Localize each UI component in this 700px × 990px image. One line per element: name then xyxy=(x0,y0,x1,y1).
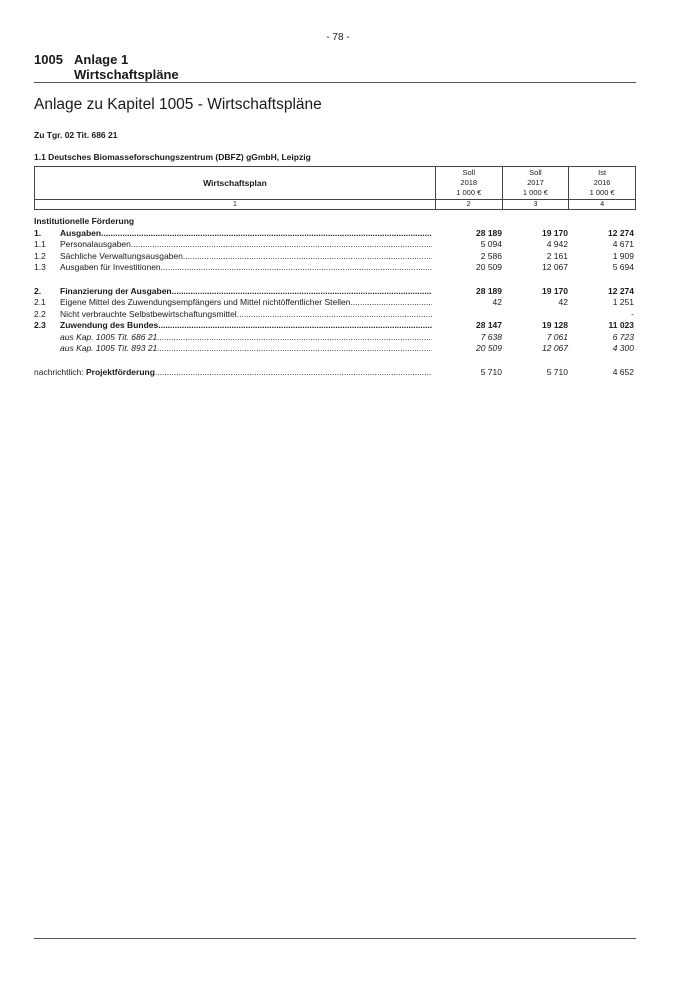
value-2016: - xyxy=(631,308,634,319)
column-index: 3 xyxy=(502,200,569,210)
value-2016: 4 671 xyxy=(612,239,634,249)
value-2018: 2 586 xyxy=(480,250,502,261)
value-2017: 42 xyxy=(558,297,568,307)
value-2018: 5 094 xyxy=(480,239,502,249)
row-label: aus Kap. 1005 Tit. 686 21 ..... xyxy=(60,332,432,344)
row-label: Nicht verbrauchte Selbstbewirtschaftungsmittel ..... xyxy=(60,309,432,321)
column-header-2017: Soll 2017 1 000 € xyxy=(502,167,569,200)
table-row xyxy=(34,251,636,263)
footer-rule xyxy=(34,938,636,939)
row-label: Eigene Mittel des Zuwendungsempfängers und Mittel nichtöffentlicher Stellen ..... xyxy=(60,297,432,309)
value-2016: 1 251 xyxy=(612,297,634,307)
column-header-2018: Soll 2018 1 000 € xyxy=(435,167,502,200)
table-header xyxy=(34,166,636,210)
row-spacer xyxy=(34,274,636,286)
row-number: 1.3 xyxy=(34,262,46,272)
table-row xyxy=(34,332,636,344)
value-2018: 28 147 xyxy=(476,320,502,330)
value-2018: 5 710 xyxy=(480,366,502,377)
column-index: 1 xyxy=(35,200,436,210)
value-2018: 20 509 xyxy=(476,343,502,353)
value-2017: 19 170 xyxy=(542,227,568,238)
group-title-row xyxy=(34,216,636,228)
value-2018: 20 509 xyxy=(476,262,502,272)
row-label: Finanzierung der Ausgaben ..... xyxy=(60,286,432,298)
value-2017: 12 067 xyxy=(542,262,568,272)
column-header-main: Wirtschaftsplan xyxy=(35,167,436,200)
header-line-1: Anlage 1 xyxy=(74,52,129,67)
row-label: Personalausgaben ..... xyxy=(60,239,432,251)
value-2018: 28 189 xyxy=(476,285,502,296)
page-title: Anlage zu Kapitel 1005 - Wirtschaftspläne xyxy=(34,96,322,113)
value-2016: 6 723 xyxy=(612,331,634,342)
row-number: 1.1 xyxy=(34,239,46,249)
table-row xyxy=(34,343,636,355)
value-2016: 1 909 xyxy=(612,250,634,261)
row-spacer xyxy=(34,355,636,367)
row-number: 2.2 xyxy=(34,308,46,319)
value-2017: 7 061 xyxy=(546,331,568,342)
row-number: 2. xyxy=(34,285,42,296)
table-row xyxy=(34,297,636,309)
table-row xyxy=(34,262,636,274)
table-row xyxy=(34,286,636,298)
row-label: Ausgaben für Investitionen ..... xyxy=(60,262,432,274)
row-number: 1.2 xyxy=(34,250,46,261)
value-2016: 12 274 xyxy=(608,227,634,238)
table-row xyxy=(34,228,636,240)
value-2018: 7 638 xyxy=(480,331,502,342)
value-2017: 5 710 xyxy=(546,366,568,377)
value-2017: 4 942 xyxy=(546,239,568,249)
title-group-reference: Zu Tgr. 02 Tit. 686 21 xyxy=(34,130,118,140)
value-2017: 2 161 xyxy=(546,250,568,261)
chapter-number: 1005 xyxy=(34,52,63,67)
value-2016: 12 274 xyxy=(608,285,634,296)
value-2016: 4 652 xyxy=(612,366,634,377)
table-row xyxy=(34,239,636,251)
value-2017: 19 128 xyxy=(542,320,568,330)
value-2017: 12 067 xyxy=(542,343,568,353)
value-2018: 28 189 xyxy=(476,227,502,238)
value-2016: 4 300 xyxy=(612,343,634,353)
column-header-2016: Ist 2016 1 000 € xyxy=(569,167,636,200)
column-index: 2 xyxy=(435,200,502,210)
column-index: 4 xyxy=(569,200,636,210)
column-index-row xyxy=(35,200,636,210)
value-2017: 19 170 xyxy=(542,285,568,296)
row-label: aus Kap. 1005 Tit. 893 21 ..... xyxy=(60,343,432,355)
row-label: Sächliche Verwaltungsausgaben ..... xyxy=(60,251,432,263)
table-row xyxy=(34,309,636,321)
row-label: Zuwendung des Bundes ..... xyxy=(60,320,432,332)
row-number: 2.3 xyxy=(34,320,46,330)
row-number: 2.1 xyxy=(34,297,46,307)
value-2018: 42 xyxy=(492,297,502,307)
document-header xyxy=(34,52,179,82)
page-number: - 78 - xyxy=(326,32,350,43)
header-line-2: Wirtschaftspläne xyxy=(74,67,179,82)
header-rule xyxy=(34,82,636,83)
row-number: 1. xyxy=(34,227,42,238)
note-label: nachrichtlich: Projektförderung ..... xyxy=(34,367,432,379)
row-label: Ausgaben ..... xyxy=(60,228,432,240)
group-title: Institutionelle Förderung xyxy=(34,216,135,226)
value-2016: 11 023 xyxy=(608,320,634,330)
section-heading: 1.1 Deutsches Biomasseforschungszentrum (DBFZ) gGmbH, Leipzig xyxy=(34,152,311,162)
value-2016: 5 694 xyxy=(612,262,634,272)
table-row xyxy=(34,320,636,332)
note-row xyxy=(34,367,636,379)
table-body xyxy=(34,216,636,378)
